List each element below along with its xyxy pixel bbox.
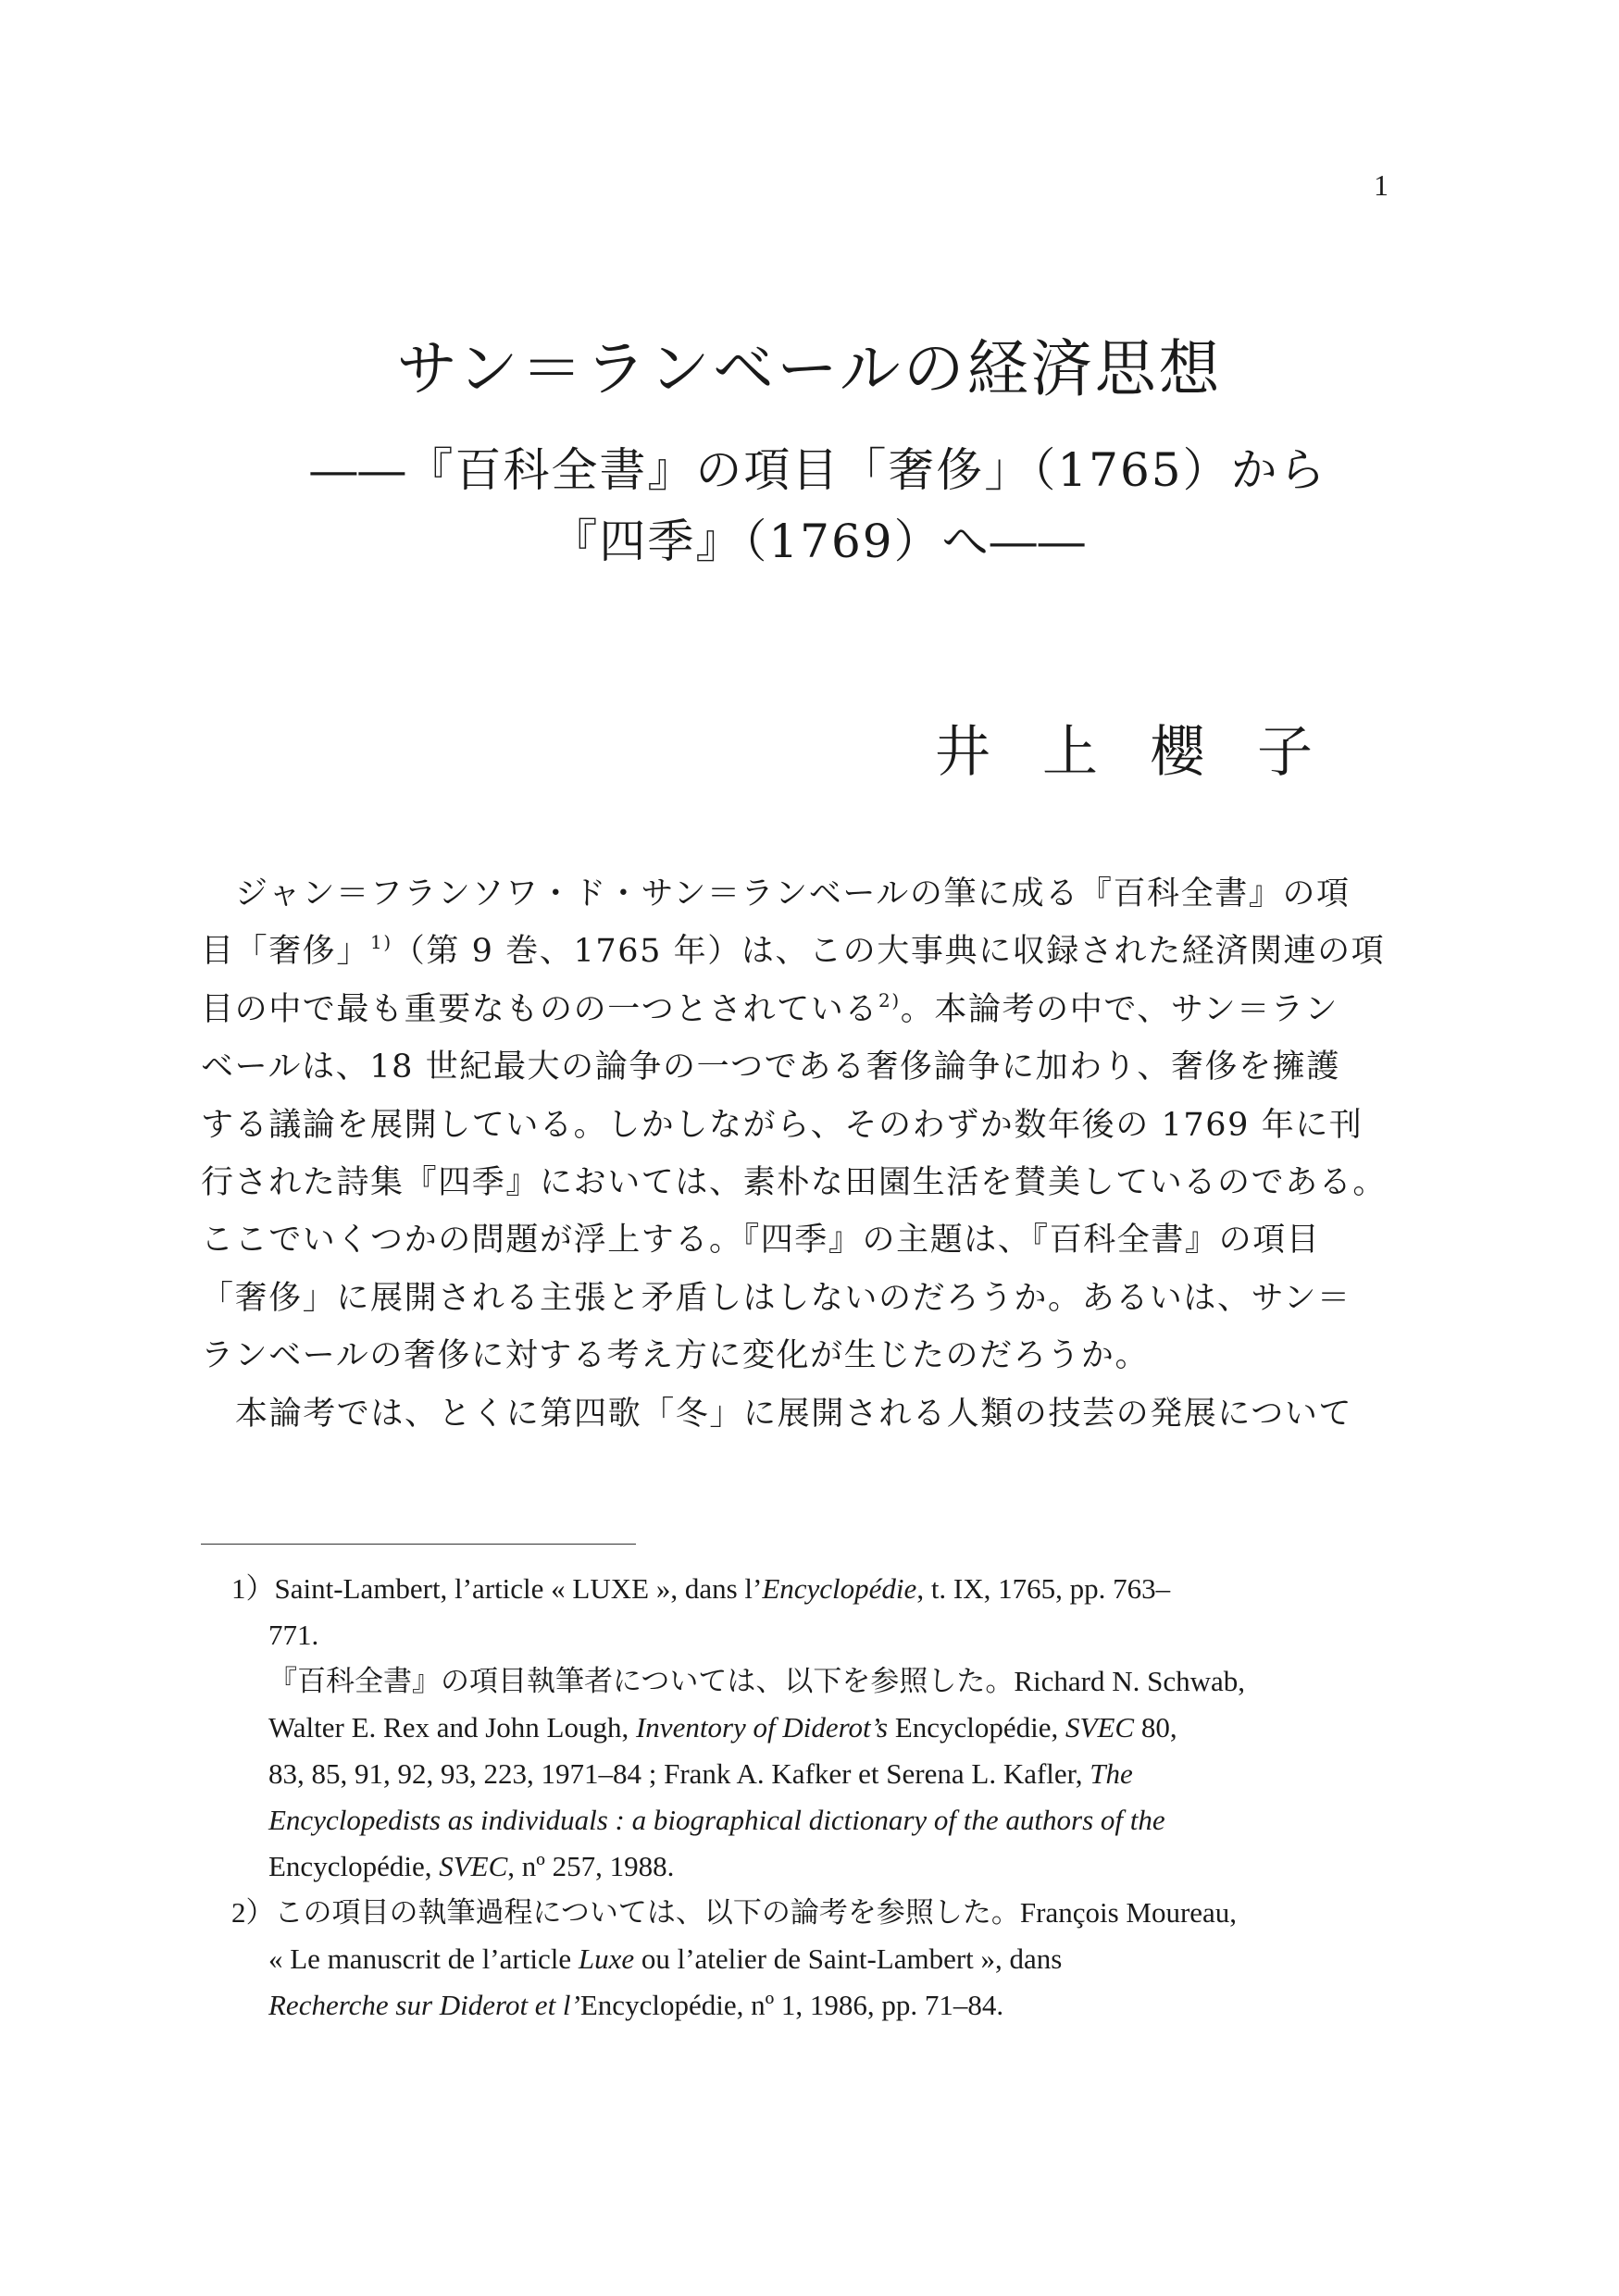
body-line: ジャン＝フランソワ・ド・サン＝ランベールの筆に成る『百科全書』の項: [235, 875, 1351, 912]
body-line: 本論考では、とくに第四歌「冬」に展開される人類の技芸の発展について: [235, 1395, 1353, 1433]
footnote-text: , nº 257, 1988.: [507, 1850, 675, 1882]
footnote-line: [231, 1843, 1421, 1890]
footnote-line: [231, 1890, 1421, 1936]
footnote-label: 2）: [231, 1896, 275, 1929]
author-name: [935, 708, 1379, 788]
footnote-italic: SVEC: [1065, 1711, 1135, 1744]
footnotes: [231, 1566, 1421, 2029]
footnote-italic: SVEC: [439, 1850, 508, 1882]
footnote-italic: Luxe: [578, 1942, 635, 1975]
body-line: [201, 923, 1421, 980]
author-char: 子: [1257, 720, 1313, 785]
body-line: する議論を展開している。しかしながら、そのわずか数年後の 1769 年に刊: [201, 1106, 1364, 1144]
body-line: 行された詩集『四季』においては、素朴な田園生活を賛美しているのである。: [201, 1164, 1388, 1202]
footnote-text: , t. IX, 1765, pp. 763–: [916, 1572, 1171, 1605]
footnote-text: Saint-Lambert, l’article « LUXE », dans l’: [274, 1572, 763, 1605]
footnote-italic: Encyclopédie: [762, 1572, 917, 1605]
page-number: 1: [1374, 168, 1389, 202]
footnote-line: 771.: [268, 1619, 319, 1651]
footnote-text: Walter E. Rex and John Lough,: [268, 1711, 636, 1744]
footnote-text: この項目の執筆過程については、以下の論考を参照した。François Moureau,: [274, 1896, 1238, 1929]
footnote-separator: [201, 1544, 636, 1545]
body-text-fragment: 目「奢侈」: [201, 933, 371, 971]
footnote-line: [231, 1936, 1421, 1982]
body-line: [201, 981, 1421, 1038]
body-text-fragment: 。本論考の中で、サン＝ラン: [900, 990, 1339, 1028]
footnote-line: [231, 1705, 1421, 1751]
body-line: ランベールの奢侈に対する考え方に変化が生じたのだろうか。: [201, 1337, 1150, 1375]
footnote-text: « Le manuscrit de l’article: [268, 1942, 579, 1975]
footnote-ref-1: 1): [370, 931, 392, 954]
footnote-2: [231, 1890, 1421, 2029]
footnote-line: [231, 1797, 1421, 1843]
footnote-1: [231, 1566, 1421, 1890]
footnote-line: [231, 1982, 1421, 2029]
footnote-text: 80,: [1134, 1711, 1177, 1744]
footnote-line: [231, 1566, 1421, 1612]
footnote-text: 83, 85, 91, 92, 93, 223, 1971–84 ; Frank A. Kafker et Serena L. Kafler,: [268, 1757, 1090, 1790]
subtitle-line-1: ――『百科全書』の項目「奢侈」（1765）から: [310, 443, 1327, 497]
footnote-italic: Inventory of Diderot’s: [635, 1711, 889, 1744]
author-char: 上: [1042, 720, 1098, 785]
body-line: 「奢侈」に展開される主張と矛盾しはしないのだろうか。あるいは、サン＝: [201, 1279, 1351, 1317]
footnote-text: Encyclopédie,: [888, 1711, 1066, 1744]
body-line: ベールは、18 世紀最大の論争の一つである奢侈論争に加わり、奢侈を擁護: [201, 1049, 1340, 1086]
paper-title: サン＝ランベールの経済思想: [396, 333, 1223, 404]
footnote-line: [231, 1751, 1421, 1797]
footnote-ref-2: 2): [878, 988, 901, 1011]
subtitle-line-2: 『四季』（1769）へ――: [551, 515, 1087, 568]
footnote-label: 1）: [231, 1572, 275, 1605]
footnote-text: Encyclopédie, nº 1, 1986, pp. 71–84.: [579, 1989, 1004, 2021]
footnote-text: Encyclopédie,: [268, 1850, 440, 1882]
author-char: 井: [935, 720, 990, 785]
body-text-fragment: （第 9 巻、1765 年）は、この大事典に収録された経済関連の項: [392, 933, 1386, 971]
footnote-italic: Encyclopedists as individuals : a biographical dictionary of the authors of the: [268, 1804, 1165, 1836]
footnote-text: ou l’atelier de Saint-Lambert », dans: [634, 1942, 1063, 1975]
footnote-italic: Recherche sur Diderot et l’: [268, 1989, 580, 2021]
body-line: ここでいくつかの問題が浮上する。『四季』の主題は、『百科全書』の項目: [201, 1222, 1321, 1260]
footnote-italic: The: [1090, 1757, 1133, 1790]
body-text-fragment: 目の中で最も重要なものの一つとされている: [201, 990, 879, 1028]
author-char: 櫻: [1150, 720, 1205, 785]
footnote-line: 『百科全書』の項目執筆者については、以下を参照した。Richard N. Schwab,: [268, 1665, 1246, 1697]
body-paragraphs: [201, 865, 1421, 1443]
